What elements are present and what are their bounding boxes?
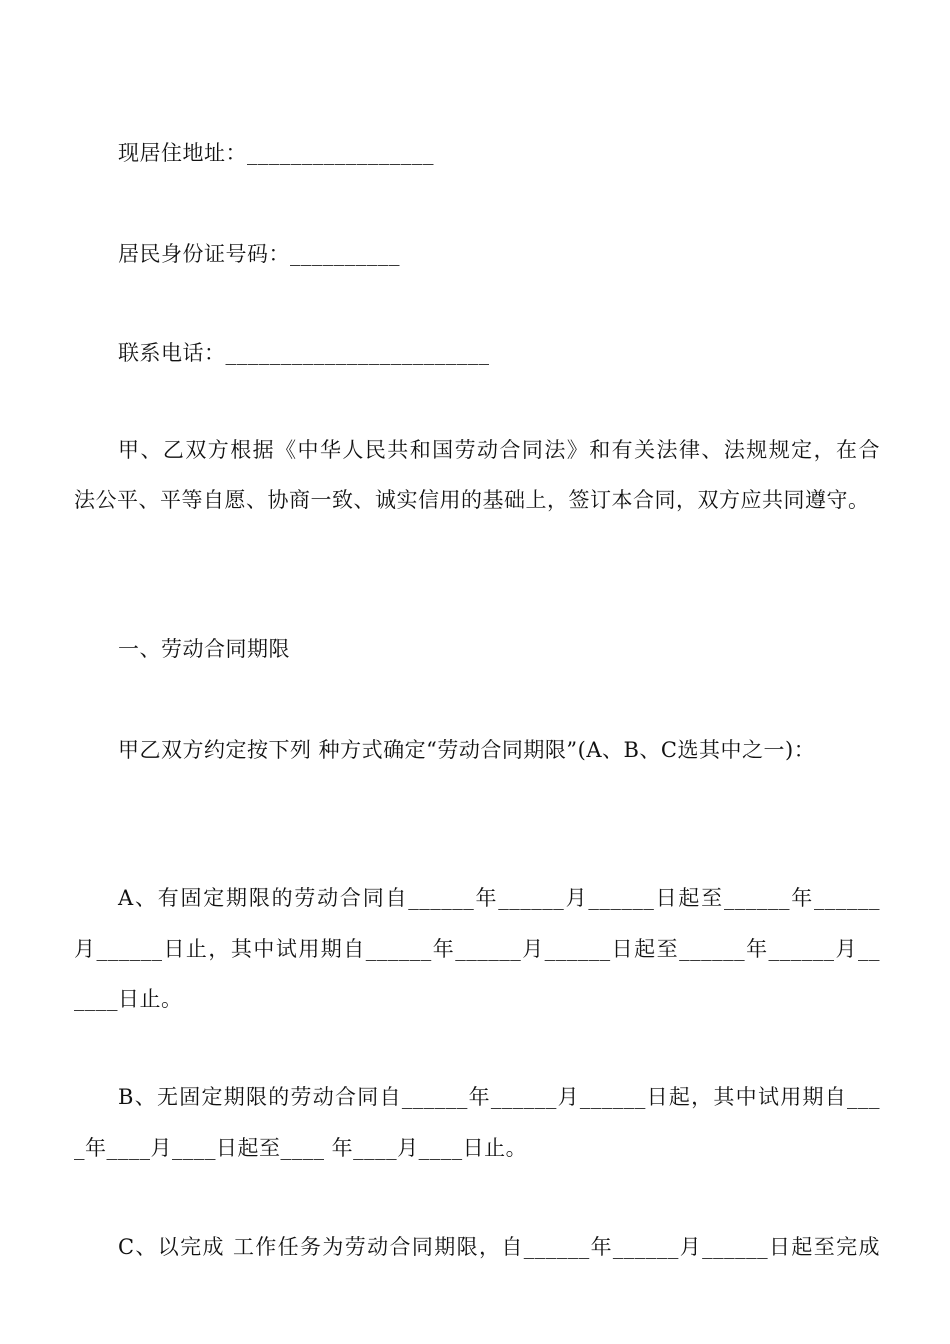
- option-b-line-2: _年____月____日起至____ 年____月____日止。: [74, 1136, 528, 1160]
- preamble-line-1: 甲、乙双方根据《中华人民共和国劳动合同法》和有关法律、法规规定，在合: [118, 438, 880, 462]
- option-a-line-2: 月______日止，其中试用期自______年______月______日起至______年______月__: [74, 937, 880, 961]
- option-b-line-1: B、无固定期限的劳动合同自______年______月______日起，其中试用期自___: [118, 1085, 880, 1109]
- section-heading: 一、劳动合同期限: [118, 637, 290, 661]
- option-a-line-1: A、有固定期限的劳动合同自______年______月______日起至______年______: [118, 886, 880, 910]
- phone-field: 联系电话：________________________: [118, 341, 490, 365]
- option-c-line-1: C、以完成 工作任务为劳动合同期限，自______年______月______日起至完成: [118, 1235, 880, 1259]
- address-field: 现居住地址：_________________: [118, 141, 434, 165]
- option-a-line-3: ____日止。: [74, 987, 183, 1011]
- preamble-line-2: 法公平、平等自愿、协商一致、诚实信用的基础上，签订本合同，双方应共同遵守。: [74, 488, 870, 512]
- section-intro: 甲乙双方约定按下列 种方式确定“劳动合同期限”(A、B、C选其中之一)：: [118, 738, 816, 762]
- id-number-field: 居民身份证号码：__________: [118, 242, 400, 266]
